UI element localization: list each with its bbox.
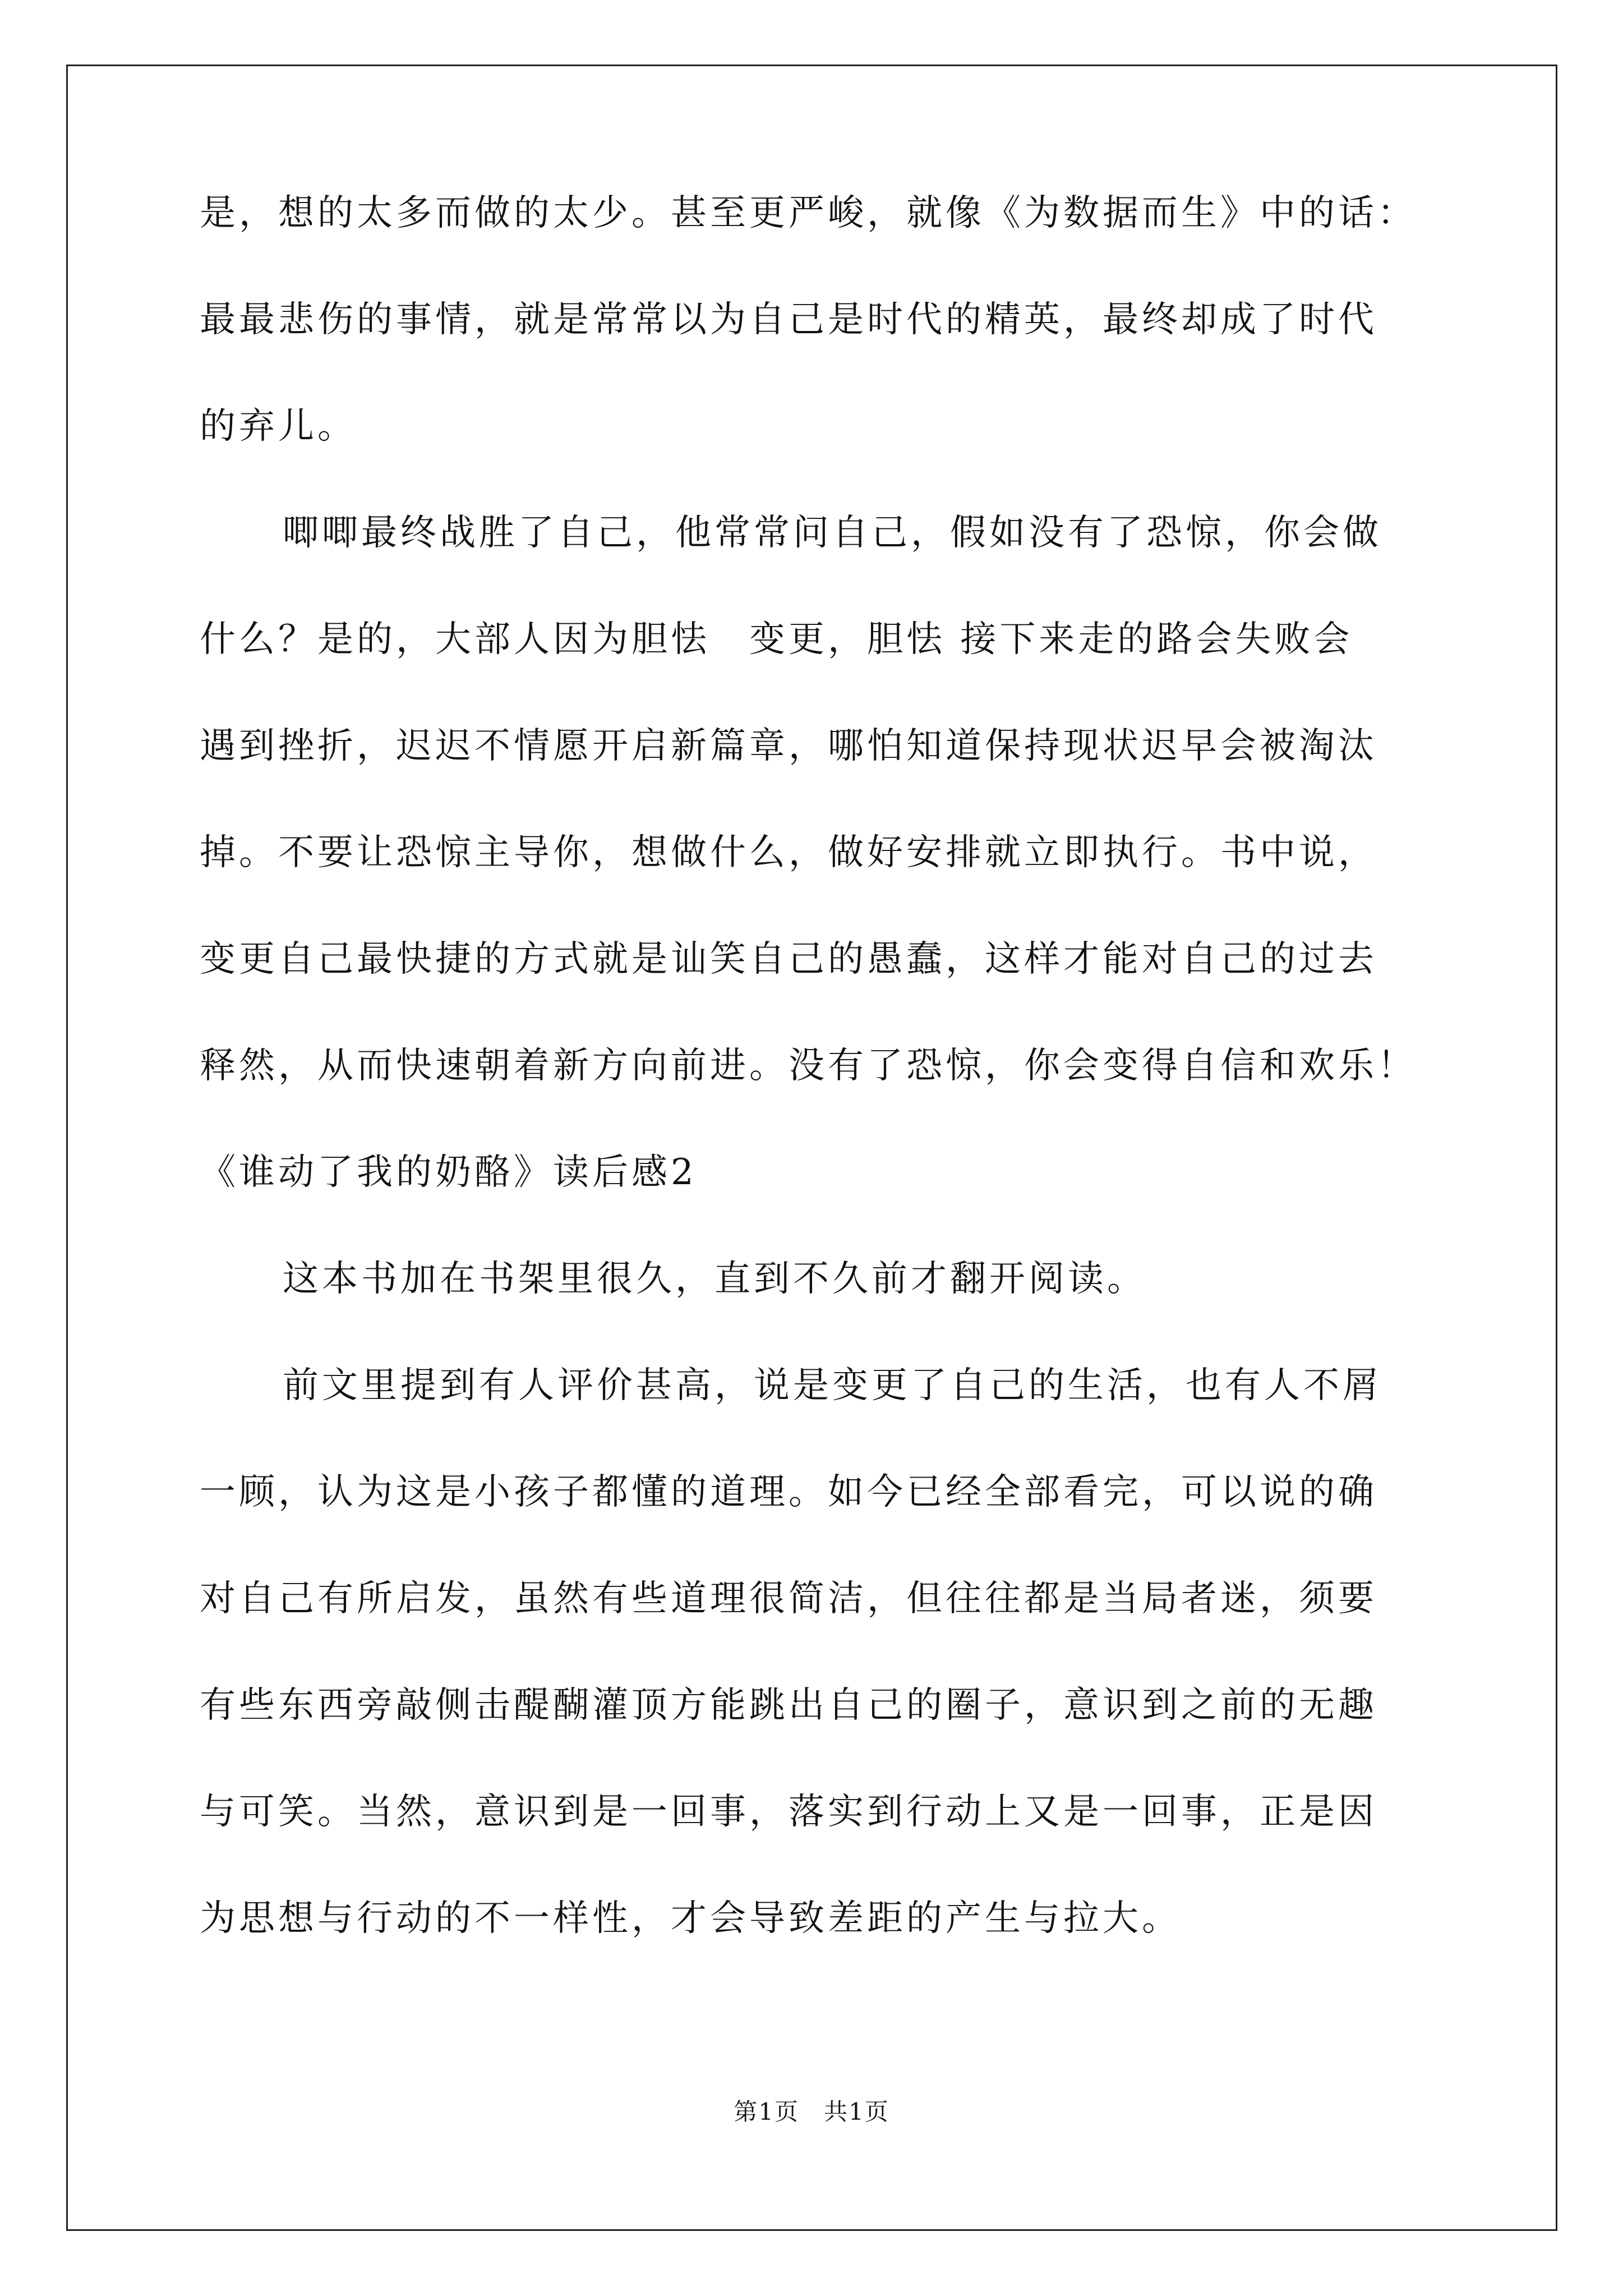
page-number-footer: 第1页 共1页 <box>734 2098 889 2125</box>
text-line: 最最悲伤的事情，就是常常以为自己是时代的精英，最终却成了时代 <box>200 299 1377 341</box>
text-line: 与可笑。当然，意识到是一回事，落实到行动上又是一回事，正是因 <box>200 1791 1377 1833</box>
text-line: 是，想的太多而做的太少。甚至更严峻，就像《为数据而生》中的话： <box>200 192 1417 234</box>
paragraph-start-line: 唧唧最终战胜了自己，他常常问自己，假如没有了恐惊，你会做 <box>283 512 1382 554</box>
text-line: 什么？是的，大部人因为胆怯 变更，胆怯 接下来走的路会失败会 <box>200 619 1353 660</box>
text-line: 一顾，认为这是小孩子都懂的道理。如今已经全部看完，可以说的确 <box>200 1471 1377 1513</box>
text-line: 为思想与行动的不一样性，才会导致差距的产生与拉大。 <box>200 1898 1181 1939</box>
section-heading: 《谁动了我的奶酪》读后感2 <box>200 1152 697 1193</box>
text-line: 掉。不要让恐惊主导你，想做什么，做好安排就立即执行。书中说， <box>200 832 1377 873</box>
text-line: 对自己有所启发，虽然有些道理很简洁，但往往都是当局者迷，须要 <box>200 1578 1377 1619</box>
text-line: 的弃儿。 <box>200 406 357 447</box>
text-line: 变更自己最快捷的方式就是讪笑自己的愚蠢，这样才能对自己的过去 <box>200 938 1377 980</box>
text-line: 有些东西旁敲侧击醍醐灌顶方能跳出自己的圈子，意识到之前的无趣 <box>200 1685 1377 1726</box>
paragraph-start-line: 前文里提到有人评价甚高，说是变更了自己的生活，也有人不屑 <box>283 1365 1382 1406</box>
text-line: 释然，从而快速朝着新方向前进。没有了恐惊，你会变得自信和欢乐！ <box>200 1045 1417 1087</box>
paragraph-start-line: 这本书加在书架里很久，直到不久前才翻开阅读。 <box>283 1258 1146 1300</box>
text-line: 遇到挫折，迟迟不情愿开启新篇章，哪怕知道保持现状迟早会被淘汰 <box>200 725 1377 767</box>
